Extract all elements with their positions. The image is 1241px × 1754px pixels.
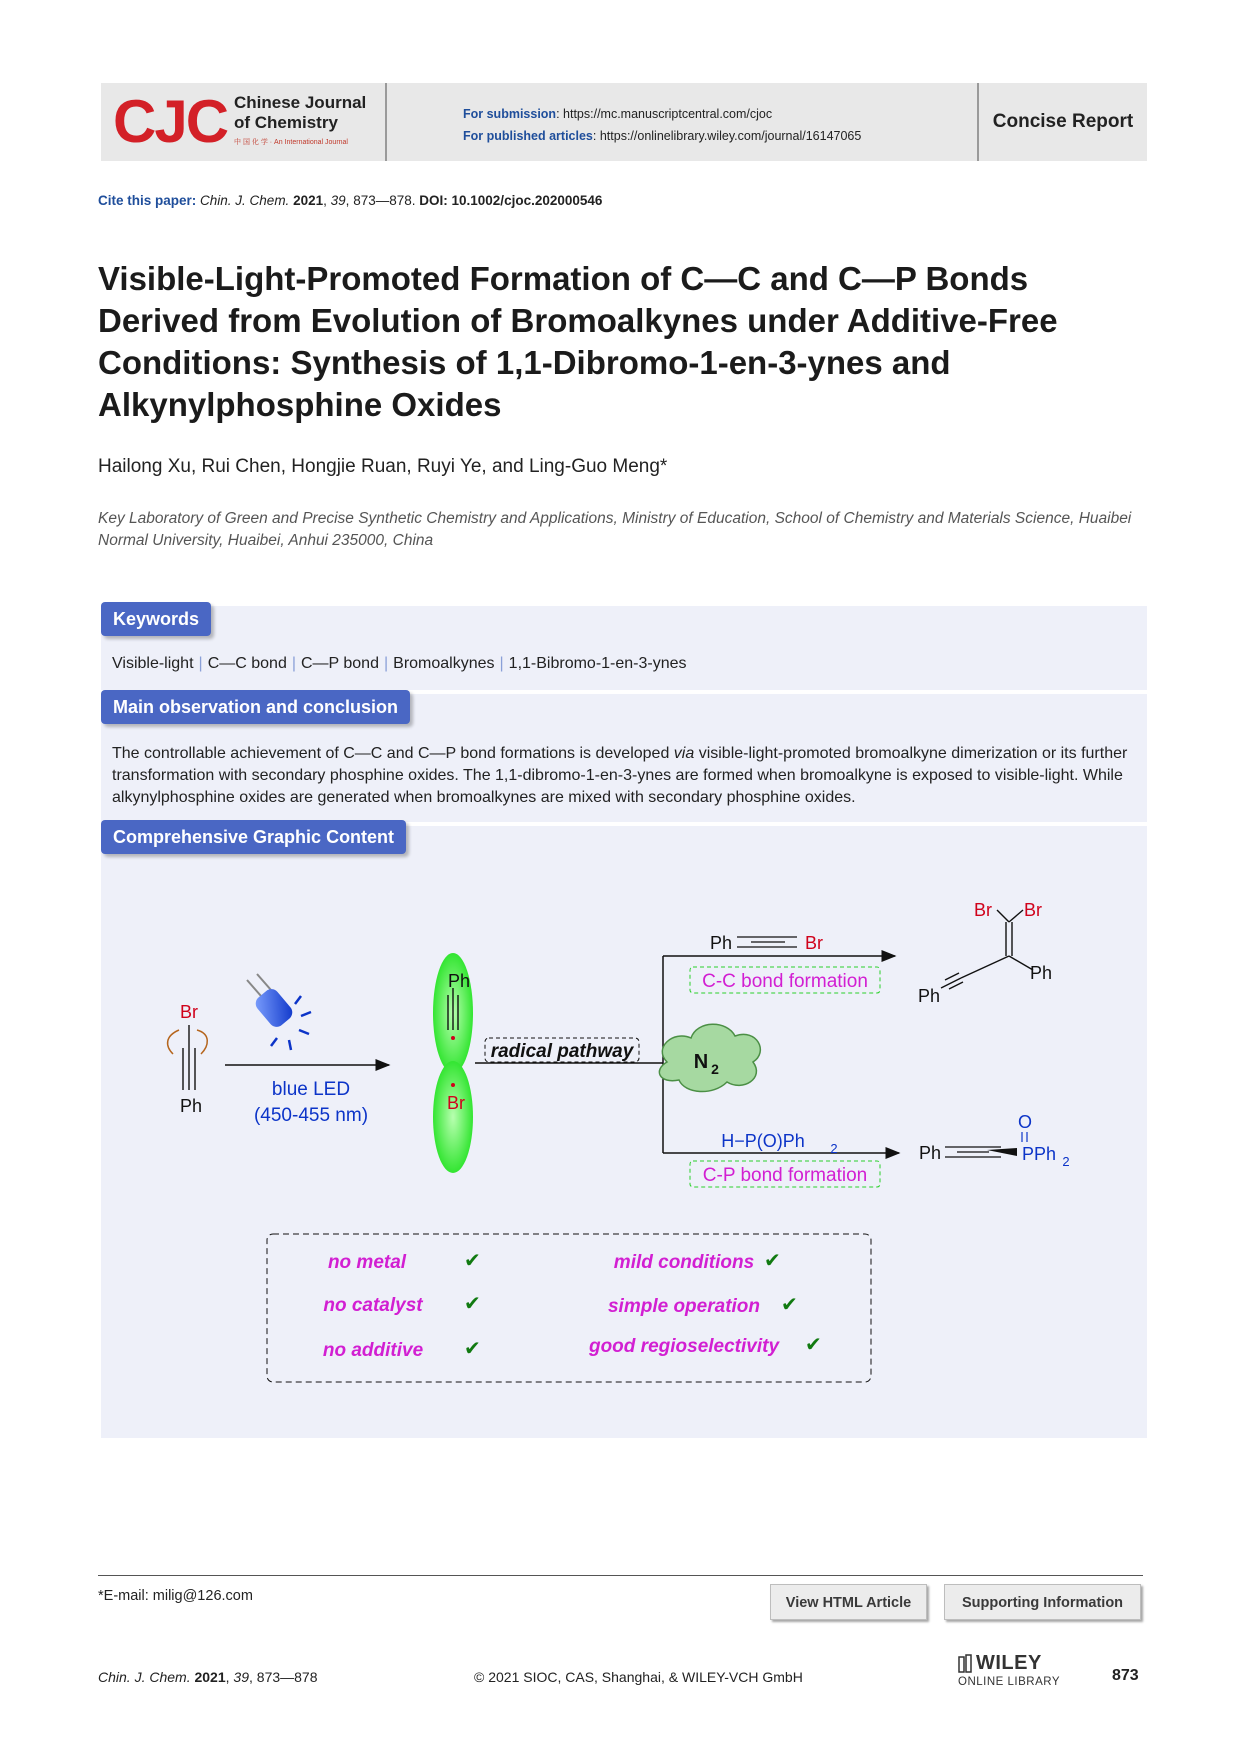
journal-logo (101, 83, 386, 161)
footer-volume: 39 (233, 1669, 249, 1685)
triple-bond (183, 1025, 195, 1090)
supporting-info-button[interactable]: Supporting Information (944, 1584, 1141, 1620)
radical-pathway-label: radical pathway (490, 1041, 634, 1062)
check-icon: ✔ (464, 1338, 481, 1360)
keywords-panel (101, 606, 1147, 690)
cp-product-ph: Ph (918, 1143, 942, 1163)
submission-row: For submission: https://mc.manuscriptcentral.com/cjoc (463, 107, 773, 121)
cite-line: Cite this paper: Chin. J. Chem. 2021, 39, 873—878. DOI: 10.1002/cjoc.202000546 (98, 193, 603, 208)
article-type: Concise Report (992, 111, 1134, 132)
journal-header (101, 83, 1147, 161)
nitrogen-subscript: 2 (711, 1061, 719, 1077)
cp-wedge-bond (987, 1148, 1017, 1156)
cite-doi[interactable]: DOI: 10.1002/cjoc.202000546 (419, 193, 603, 208)
cp-label: C-P bond formation (702, 1165, 868, 1186)
cite-journal: Chin. J. Chem. (200, 193, 290, 208)
author-list: Hailong Xu, Rui Chen, Hongjie Ruan, Ruyi Ye, and Ling-Guo Meng* (98, 456, 668, 477)
footer-citation: Chin. J. Chem. 2021, 39, 873—878 (98, 1669, 318, 1685)
feature-mild-conditions: mild conditions (613, 1252, 755, 1273)
intermediate-ph: Ph (447, 971, 471, 991)
main-observation-text (112, 743, 1142, 809)
journal-name-line2: of Chemistry (234, 113, 338, 132)
cp-product-o: O (1017, 1112, 1033, 1132)
title-line: Alkynylphosphine Oxides (98, 386, 502, 423)
keyword: 1,1-Bibromo-1-en-3-ynes (508, 655, 687, 672)
wiley-sub: ONLINE LIBRARY (958, 1676, 1061, 1688)
keyword: C—P bond (301, 655, 379, 672)
keyword-list (112, 655, 687, 673)
cite-label: Cite this paper: (98, 193, 197, 208)
keyword-separator: | (499, 655, 504, 672)
footer-year: 2021 (194, 1669, 226, 1685)
wiley-logo (958, 1652, 1068, 1692)
journal-name (234, 93, 366, 133)
article-title (98, 258, 1158, 426)
intermediate-br: Br (447, 1093, 465, 1113)
keyword-separator: | (383, 655, 389, 672)
led-label: blue LED (271, 1079, 351, 1100)
cp-reagent-subscript: 2 (830, 1141, 838, 1156)
cc-reagent-br: Br (805, 933, 823, 953)
check-icon: ✔ (464, 1250, 481, 1272)
main-text-part: The controllable achievement of C—C and C—P bond formations is developed (112, 745, 674, 762)
nitrogen-cloud (659, 1024, 760, 1091)
published-row: For published articles: https://onlinelibrary.wiley.com/journal/16147065 (463, 129, 862, 143)
nitrogen-label: N (693, 1051, 709, 1073)
page-number: 873 (1112, 1667, 1139, 1684)
main-observation-heading: Main observation and conclusion (101, 690, 410, 724)
header-divider (385, 83, 387, 161)
cp-reagent: H−P(O)Ph (721, 1131, 805, 1151)
graphic-content-heading: Comprehensive Graphic Content (101, 820, 406, 854)
view-html-button[interactable]: View HTML Article (770, 1584, 927, 1620)
published-label: For published articles (463, 129, 593, 143)
cc-product-bonds (941, 910, 1033, 989)
keyword-separator: | (291, 655, 296, 672)
cp-product-triple-bond (945, 1147, 1001, 1157)
submission-label: For submission (463, 107, 557, 121)
title-line: Conditions: Synthesis of 1,1-Dibromo-1-en-3-ynes and (98, 344, 951, 381)
feature-no-catalyst: no catalyst (323, 1295, 423, 1316)
reaction-scheme (101, 870, 1147, 1430)
cc-reagent-triple-bond (737, 937, 797, 947)
cc-label: C-C bond formation (702, 971, 868, 992)
cc-product-br: Br (1024, 900, 1042, 920)
corresponding-email: *E-mail: milig@126.com (98, 1588, 253, 1604)
feature-no-additive: no additive (322, 1340, 424, 1361)
check-icon: ✔ (805, 1334, 822, 1356)
keyword: C—C bond (207, 655, 287, 672)
title-line: Derived from Evolution of Bromoalkynes under Additive-Free (98, 302, 1058, 339)
reactant-ph: Ph (179, 1096, 203, 1116)
cite-year: 2021 (293, 193, 324, 208)
title-line: Visible-Light-Promoted Formation of C—C and C—P Bonds (98, 260, 1029, 297)
header-links (463, 103, 861, 147)
journal-name-line1: Chinese Journal (234, 93, 367, 112)
led-wavelength: (450-455 nm) (253, 1105, 369, 1126)
feature-regioselectivity: good regioselectivity (588, 1336, 780, 1357)
reactant-br: Br (180, 1002, 198, 1022)
curved-arrow (197, 1030, 207, 1054)
footer-journal: Chin. J. Chem. (98, 1669, 191, 1685)
cc-product-br: Br (974, 900, 992, 920)
check-icon: ✔ (464, 1293, 481, 1315)
check-icon: ✔ (764, 1250, 781, 1272)
curved-arrow (168, 1030, 179, 1054)
main-text-via: via (673, 745, 695, 762)
keyword: Bromoalkynes (393, 655, 495, 672)
cite-pages: 873—878. (353, 193, 416, 208)
cp-product-subscript: 2 (1062, 1154, 1070, 1169)
led-icon (247, 974, 311, 1050)
footer-pages: 873—878 (256, 1669, 318, 1685)
journal-sub: 中 国 化 学 · An International Journal (234, 139, 348, 146)
cc-product-ph: Ph (1029, 963, 1053, 983)
main-text-part: visible-light-promoted bromoalkyne dimerization or its further transformation with secondary phosphine oxides. The 1,1-dibromo-1-en-3-ynes are formed when bromoalkyne is exposed to visible-light. While alkynylphosphine oxides are generated when bromoalkynes are mixed with secondary phosphine oxides. (112, 745, 1128, 806)
wiley-name: WILEY (976, 1652, 1042, 1674)
affiliation: Key Laboratory of Green and Precise Synthetic Chemistry and Applications, Ministry of Education, School of Chemistry and Materials Science, Huaibei Normal University, Huaibei, Anhui 235000, China (98, 510, 1132, 549)
cite-volume: 39 (330, 193, 346, 208)
published-link[interactable]: https://onlinelibrary.wiley.com/journal/16147065 (599, 129, 862, 143)
submission-link[interactable]: https://mc.manuscriptcentral.com/cjoc (563, 107, 773, 121)
footer-rule (98, 1575, 1143, 1576)
feature-simple-operation: simple operation (607, 1296, 761, 1317)
check-icon: ✔ (781, 1294, 798, 1316)
keywords-heading: Keywords (101, 602, 211, 636)
keyword: Visible-light (112, 655, 194, 672)
cp-product-p: PPh (1021, 1144, 1057, 1164)
cc-reagent-ph: Ph (709, 933, 733, 953)
feature-no-metal: no metal (327, 1252, 407, 1273)
wiley-book-icon (958, 1654, 974, 1674)
logo-cjc-text: CJC (113, 88, 228, 155)
cc-product-ph: Ph (917, 986, 941, 1006)
copyright: © 2021 SIOC, CAS, Shanghai, & WILEY-VCH GmbH (474, 1669, 803, 1685)
keyword-separator: | (198, 655, 203, 672)
